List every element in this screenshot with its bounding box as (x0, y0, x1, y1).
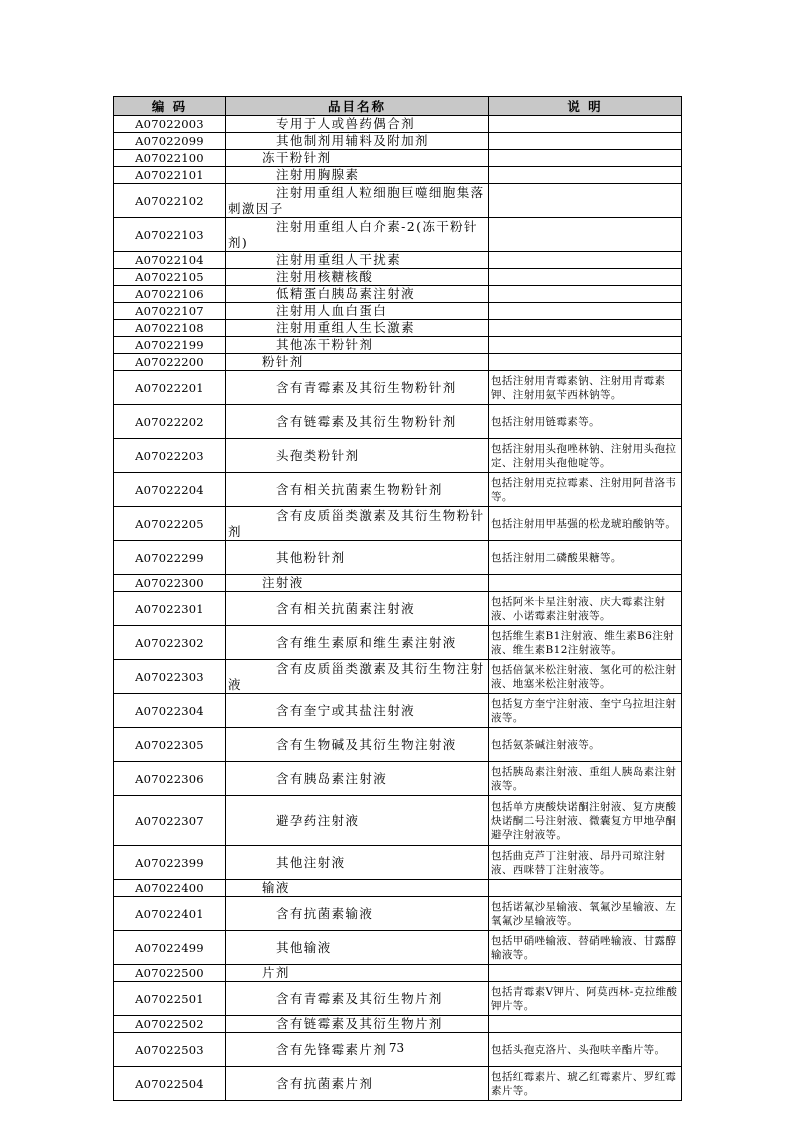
item-note: 包括青霉素V钾片、阿莫西林-克拉维酸钾片等。 (489, 982, 682, 1016)
table-row (114, 541, 682, 575)
table-row (114, 116, 682, 133)
item-code: A07022400 (114, 880, 226, 897)
item-note (489, 184, 682, 218)
item-name: 注射液 (226, 575, 489, 592)
item-code: A07022401 (114, 897, 226, 931)
item-note: 包括注射用青霉素钠、注射用青霉素钾、注射用氨苄西林钠等。 (489, 371, 682, 405)
item-name: 注射用重组人白介素-2(冻干粉针剂) (226, 218, 489, 252)
item-code: A07022504 (114, 1067, 226, 1101)
item-name: 其他输液 (226, 931, 489, 965)
table-row (114, 694, 682, 728)
item-note (489, 1016, 682, 1033)
item-note (489, 303, 682, 320)
table-row (114, 371, 682, 405)
item-code: A07022108 (114, 320, 226, 337)
header-note: 说 明 (489, 97, 682, 116)
table-row (114, 965, 682, 982)
item-code: A07022100 (114, 150, 226, 167)
item-code: A07022502 (114, 1016, 226, 1033)
catalog-table (113, 96, 682, 1101)
table-row (114, 762, 682, 796)
item-note (489, 965, 682, 982)
item-code: A07022303 (114, 660, 226, 694)
item-code: A07022104 (114, 252, 226, 269)
table-row (114, 303, 682, 320)
item-name: 含有相关抗菌素生物粉针剂 (226, 473, 489, 507)
item-name: 头孢类粉针剂 (226, 439, 489, 473)
table-row (114, 931, 682, 965)
item-code: A07022500 (114, 965, 226, 982)
item-name: 含有先锋霉素片剂 (226, 1033, 489, 1067)
item-note: 包括头孢克洛片、头孢呋辛酯片等。 (489, 1033, 682, 1067)
item-code: A07022301 (114, 592, 226, 626)
table-row (114, 592, 682, 626)
item-name: 低精蛋白胰岛素注射液 (226, 286, 489, 303)
item-note: 包括复方奎宁注射液、奎宁乌拉坦注射液等。 (489, 694, 682, 728)
item-code: A07022202 (114, 405, 226, 439)
item-note: 包括注射用甲基强的松龙琥珀酸钠等。 (489, 507, 682, 541)
item-note: 包括红霉素片、琥乙红霉素片、罗红霉素片等。 (489, 1067, 682, 1101)
item-code: A07022499 (114, 931, 226, 965)
item-name: 含有链霉素及其衍生物片剂 (226, 1016, 489, 1033)
item-code: A07022102 (114, 184, 226, 218)
table-row (114, 133, 682, 150)
item-name: 冻干粉针剂 (226, 150, 489, 167)
table-row (114, 354, 682, 371)
item-name: 输液 (226, 880, 489, 897)
item-code: A07022200 (114, 354, 226, 371)
item-code: A07022106 (114, 286, 226, 303)
item-note (489, 354, 682, 371)
item-note (489, 320, 682, 337)
item-name: 含有青霉素及其衍生物粉针剂 (226, 371, 489, 405)
item-code: A07022199 (114, 337, 226, 354)
table-row (114, 796, 682, 846)
item-note: 包括单方庚酸炔诺酮注射液、复方庚酸炔诺酮二号注射液、微囊复方甲地孕酮避孕注射液等。 (489, 796, 682, 846)
item-code: A07022399 (114, 846, 226, 880)
item-code: A07022302 (114, 626, 226, 660)
item-name: 其他注射液 (226, 846, 489, 880)
table-row (114, 150, 682, 167)
table-header-row (114, 97, 682, 116)
item-name: 注射用核糖核酸 (226, 269, 489, 286)
item-note (489, 133, 682, 150)
item-code: A07022003 (114, 116, 226, 133)
table-row (114, 880, 682, 897)
item-note: 包括注射用链霉素等。 (489, 405, 682, 439)
item-name: 含有皮质甾类激素及其衍生物粉针剂 (226, 507, 489, 541)
item-code: A07022107 (114, 303, 226, 320)
item-note: 包括诺氟沙星输液、氧氟沙星输液、左氧氟沙星输液等。 (489, 897, 682, 931)
item-note (489, 269, 682, 286)
item-name: 粉针剂 (226, 354, 489, 371)
table-row (114, 320, 682, 337)
item-note: 包括曲克芦丁注射液、昂丹司琼注射液、西咪替丁注射液等。 (489, 846, 682, 880)
item-note: 包括注射用二磷酸果糖等。 (489, 541, 682, 575)
table-row (114, 846, 682, 880)
item-note (489, 218, 682, 252)
table-row (114, 405, 682, 439)
item-name: 避孕药注射液 (226, 796, 489, 846)
item-code: A07022307 (114, 796, 226, 846)
item-name: 含有链霉素及其衍生物粉针剂 (226, 405, 489, 439)
item-note (489, 880, 682, 897)
item-name: 注射用人血白蛋白 (226, 303, 489, 320)
item-name: 含有皮质甾类激素及其衍生物注射液 (226, 660, 489, 694)
item-note (489, 150, 682, 167)
item-code: A07022503 (114, 1033, 226, 1067)
item-note: 包括倍氯米松注射液、氢化可的松注射液、地塞米松注射液等。 (489, 660, 682, 694)
table-row (114, 337, 682, 354)
item-name: 含有抗菌素片剂 (226, 1067, 489, 1101)
item-name: 含有青霉素及其衍生物片剂 (226, 982, 489, 1016)
table-row (114, 473, 682, 507)
item-code: A07022201 (114, 371, 226, 405)
item-name: 含有抗菌素输液 (226, 897, 489, 931)
item-name: 其他制剂用辅料及附加剂 (226, 133, 489, 150)
item-note (489, 116, 682, 133)
item-note (489, 575, 682, 592)
item-name: 专用于人或兽药偶合剂 (226, 116, 489, 133)
item-code: A07022205 (114, 507, 226, 541)
item-code: A07022304 (114, 694, 226, 728)
item-note: 包括注射用头孢唑林钠、注射用头孢拉定、注射用头孢他啶等。 (489, 439, 682, 473)
item-code: A07022099 (114, 133, 226, 150)
item-code: A07022501 (114, 982, 226, 1016)
item-note: 包括胰岛素注射液、重组人胰岛素注射液等。 (489, 762, 682, 796)
table-row (114, 575, 682, 592)
table-row (114, 286, 682, 303)
item-code: A07022204 (114, 473, 226, 507)
item-note: 包括阿米卡星注射液、庆大霉素注射液、小诺霉素注射液等。 (489, 592, 682, 626)
table-body (114, 116, 682, 1101)
item-code: A07022306 (114, 762, 226, 796)
item-code: A07022300 (114, 575, 226, 592)
table-row (114, 269, 682, 286)
item-name: 含有维生素原和维生素注射液 (226, 626, 489, 660)
item-code: A07022299 (114, 541, 226, 575)
item-name: 注射用重组人干扰素 (226, 252, 489, 269)
page-number: 73 (388, 1041, 405, 1055)
item-name: 注射用重组人生长激素 (226, 320, 489, 337)
table-row (114, 252, 682, 269)
item-note (489, 167, 682, 184)
item-code: A07022103 (114, 218, 226, 252)
item-code: A07022105 (114, 269, 226, 286)
item-name: 注射用重组人粒细胞巨噬细胞集落刺激因子 (226, 184, 489, 218)
item-name: 含有生物碱及其衍生物注射液 (226, 728, 489, 762)
item-name: 注射用胸腺素 (226, 167, 489, 184)
table-row (114, 439, 682, 473)
item-name: 含有奎宁或其盐注射液 (226, 694, 489, 728)
table-row (114, 660, 682, 694)
table-row (114, 184, 682, 218)
item-note (489, 286, 682, 303)
table-row (114, 507, 682, 541)
item-note: 包括氨茶碱注射液等。 (489, 728, 682, 762)
table-row (114, 1067, 682, 1101)
header-code: 编 码 (114, 97, 226, 116)
item-code: A07022203 (114, 439, 226, 473)
item-note (489, 337, 682, 354)
table-row (114, 897, 682, 931)
item-name: 其他粉针剂 (226, 541, 489, 575)
table-row (114, 1016, 682, 1033)
item-name: 其他冻干粉针剂 (226, 337, 489, 354)
table-row (114, 626, 682, 660)
table-row (114, 218, 682, 252)
item-note: 包括注射用克拉霉素、注射用阿昔洛韦等。 (489, 473, 682, 507)
item-code: A07022101 (114, 167, 226, 184)
item-name: 片剂 (226, 965, 489, 982)
item-code: A07022305 (114, 728, 226, 762)
item-note: 包括甲硝唑输液、替硝唑输液、甘露醇输液等。 (489, 931, 682, 965)
item-name: 含有相关抗菌素注射液 (226, 592, 489, 626)
item-note: 包括维生素B1注射液、维生素B6注射液、维生素B12注射液等。 (489, 626, 682, 660)
table-row (114, 167, 682, 184)
header-name: 品目名称 (226, 97, 489, 116)
table-row (114, 728, 682, 762)
item-note (489, 252, 682, 269)
table-row (114, 982, 682, 1016)
item-name: 含有胰岛素注射液 (226, 762, 489, 796)
